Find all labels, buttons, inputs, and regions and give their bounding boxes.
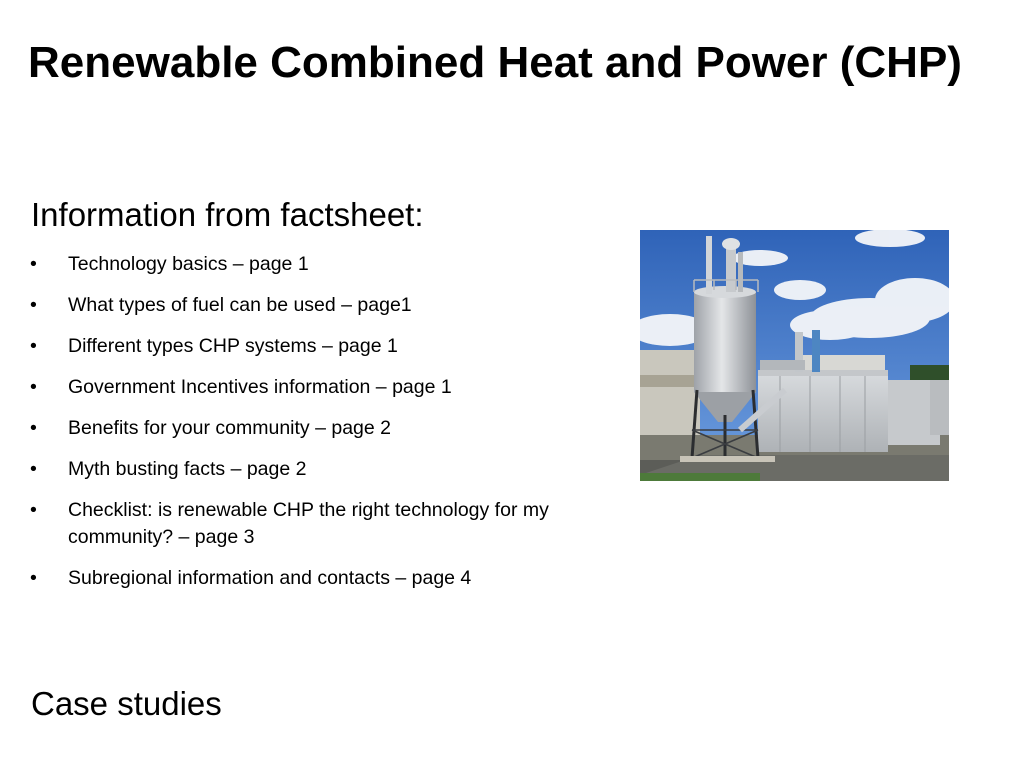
list-item-text: Checklist: is renewable CHP the right technology for my community? – page 3	[68, 499, 549, 548]
list-item-text: Subregional information and contacts – page 4	[68, 567, 472, 589]
factsheet-list	[30, 251, 610, 606]
list-item	[30, 251, 610, 278]
bullet-icon: •	[30, 567, 37, 589]
list-item	[30, 374, 610, 401]
list-item	[30, 497, 610, 551]
list-item	[30, 456, 610, 483]
bullet-icon: •	[30, 417, 37, 439]
list-item	[30, 292, 610, 319]
slide-title: Renewable Combined Heat and Power (CHP)	[28, 38, 962, 87]
case-studies-heading: Case studies	[31, 685, 222, 722]
list-item-text: Technology basics – page 1	[68, 253, 309, 275]
list-item-text: Different types CHP systems – page 1	[68, 335, 398, 357]
list-item	[30, 565, 610, 592]
factsheet-heading: Information from factsheet:	[31, 196, 424, 233]
list-item-text: Benefits for your community – page 2	[68, 417, 391, 439]
bullet-icon: •	[30, 458, 37, 480]
bullet-icon: •	[30, 294, 37, 316]
bullet-icon: •	[30, 499, 37, 521]
list-item-text: What types of fuel can be used – page1	[68, 294, 412, 316]
list-item	[30, 333, 610, 360]
bullet-icon: •	[30, 335, 37, 357]
chp-plant-photo	[640, 230, 949, 481]
list-item-text: Government Incentives information – page 1	[68, 376, 452, 398]
bullet-icon: •	[30, 253, 37, 275]
list-item	[30, 415, 610, 442]
bullet-icon: •	[30, 376, 37, 398]
list-item-text: Myth busting facts – page 2	[68, 458, 307, 480]
